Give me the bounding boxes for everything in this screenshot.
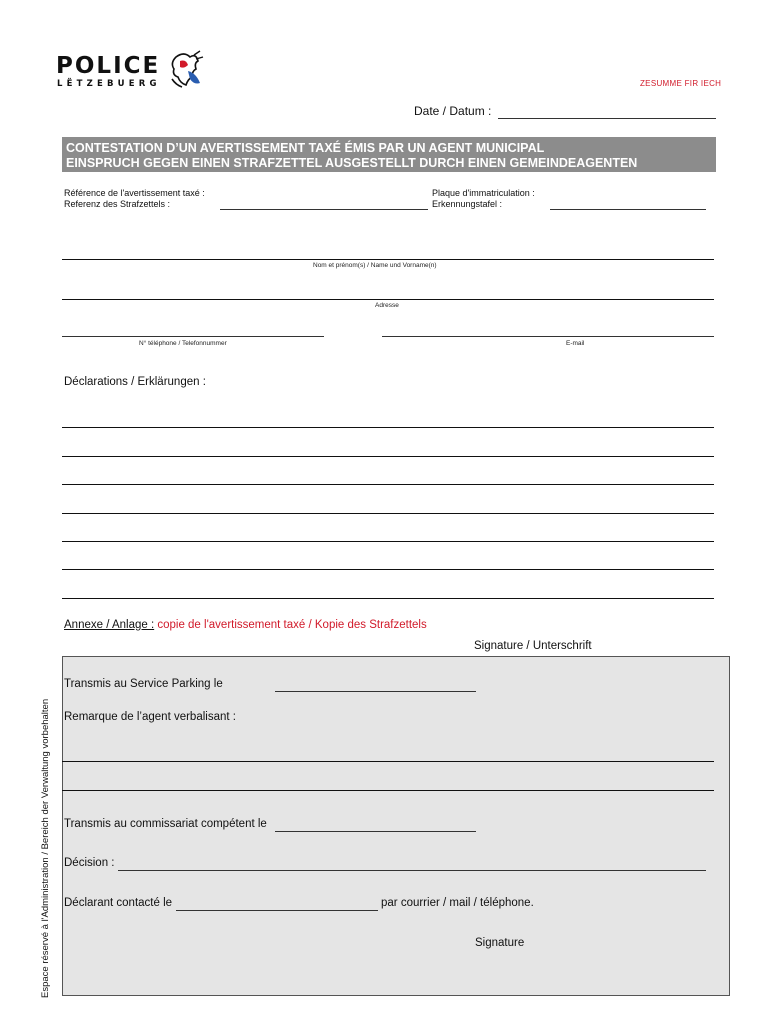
- title-french: CONTESTATION D’UN AVERTISSEMENT TAXÉ ÉMIS PAR UN AGENT MUNICIPAL: [66, 141, 545, 155]
- admin-signature-label: Signature: [475, 937, 525, 949]
- plate-input-line[interactable]: [550, 209, 706, 210]
- parking-label: Transmis au Service Parking le: [64, 678, 223, 690]
- logo-subtitle: LËTZEBUERG: [57, 79, 161, 89]
- plate-label: [432, 188, 535, 210]
- contacted-label: Déclarant contacté le: [64, 897, 173, 909]
- address-caption: Adresse: [375, 302, 399, 309]
- lion-icon: [166, 49, 206, 91]
- logo-word: POLICE: [56, 53, 161, 79]
- name-caption: Nom et prénom(s) / Name und Vorname(n): [313, 262, 437, 269]
- email-caption: E-mail: [566, 340, 585, 347]
- reference-input-line[interactable]: [220, 209, 428, 210]
- commissariat-label: Transmis au commissariat compétent le: [64, 818, 267, 830]
- commissariat-date-line[interactable]: [275, 831, 476, 832]
- declaration-line[interactable]: [62, 598, 714, 599]
- plate-label-de: Erkennungstafel :: [432, 199, 503, 209]
- phone-input-line[interactable]: [62, 336, 324, 337]
- declaration-line[interactable]: [62, 541, 714, 542]
- declaration-line[interactable]: [62, 569, 714, 570]
- phone-caption: N° téléphone / Telefonnummer: [139, 340, 227, 347]
- decision-line[interactable]: [118, 870, 706, 871]
- form-title-bar: [62, 137, 716, 172]
- date-label: Date / Datum :: [414, 104, 492, 118]
- slogan: ZESUMME FIR IECH: [640, 79, 722, 88]
- reference-label-de: Referenz des Strafzettels :: [64, 199, 171, 209]
- declaration-line[interactable]: [62, 456, 714, 457]
- reference-label-fr: Référence de l'avertissement taxé :: [64, 188, 205, 198]
- contacted-by-label: par courrier / mail / téléphone.: [381, 897, 534, 909]
- annex-label: Annexe / Anlage :: [64, 619, 155, 631]
- admin-side-label: Espace réservé à l'Administration / Bereich der Verwaltung vorbehalten: [40, 698, 51, 998]
- remark-line[interactable]: [62, 761, 714, 762]
- plate-label-fr: Plaque d'immatriculation :: [432, 188, 535, 198]
- declarations-label: Déclarations / Erklärungen :: [64, 376, 206, 388]
- contacted-date-line[interactable]: [176, 910, 378, 911]
- parking-date-line[interactable]: [275, 691, 476, 692]
- name-input-line[interactable]: [62, 259, 714, 260]
- email-input-line[interactable]: [382, 336, 714, 337]
- police-logo: [56, 53, 206, 93]
- decision-label: Décision :: [64, 857, 115, 869]
- declaration-line[interactable]: [62, 427, 714, 428]
- annex-line: [64, 619, 427, 631]
- title-german: EINSPRUCH GEGEN EINEN STRAFZETTEL AUSGESTELLT DURCH EINEN GEMEINDEAGENTEN: [66, 156, 638, 170]
- signature-label: Signature / Unterschrift: [474, 640, 592, 652]
- annex-text: copie de l'avertissement taxé / Kopie des Strafzettels: [154, 619, 427, 631]
- remark-line[interactable]: [62, 790, 714, 791]
- reference-label: [64, 188, 205, 210]
- date-line[interactable]: [498, 118, 716, 119]
- declaration-line[interactable]: [62, 513, 714, 514]
- remark-label: Remarque de l’agent verbalisant :: [64, 711, 236, 723]
- declaration-line[interactable]: [62, 484, 714, 485]
- date-field[interactable]: [414, 104, 491, 118]
- address-input-line[interactable]: [62, 299, 714, 300]
